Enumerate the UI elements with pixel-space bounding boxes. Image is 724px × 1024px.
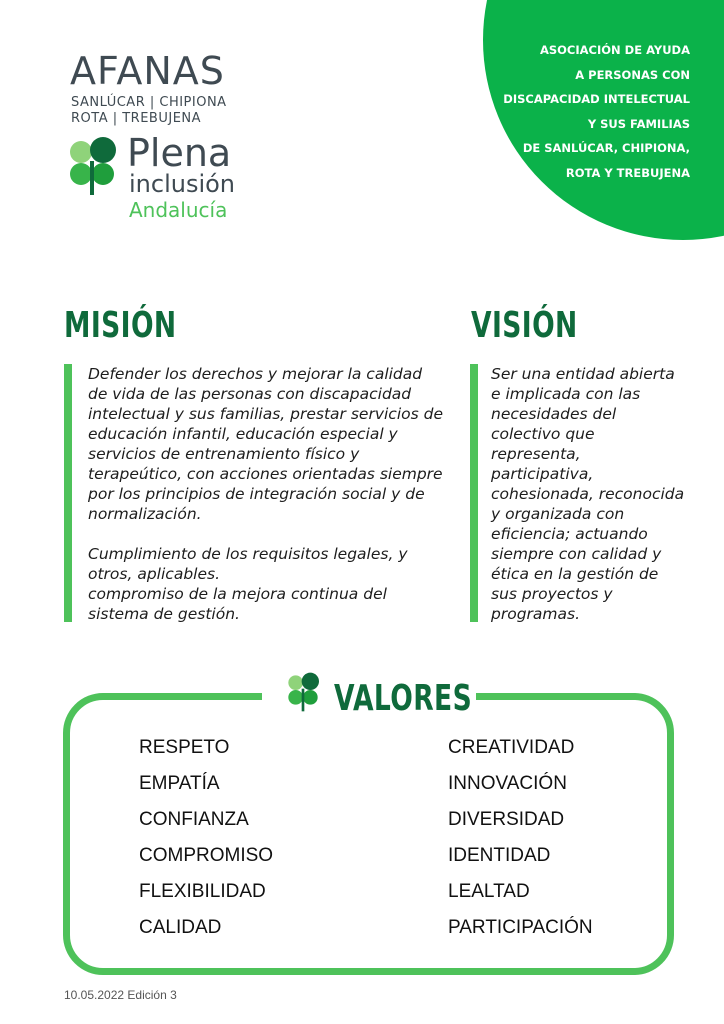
association-line: Y SUS FAMILIAS <box>587 116 690 131</box>
valor-item: PARTICIPACIÓN <box>448 917 593 938</box>
vision-line: eficiencia; actuando <box>491 525 648 543</box>
afanas-logo-title: AFANAS <box>70 49 225 93</box>
association-line: DISCAPACIDAD INTELECTUAL <box>503 92 690 106</box>
valor-item: LEALTAD <box>448 881 530 902</box>
mision-line: servicios de entrenamiento físico y <box>88 445 360 463</box>
association-line: DE SANLÚCAR, CHIPIONA, <box>522 141 690 155</box>
vision-line: programas. <box>491 605 581 623</box>
mision-line: de vida de las personas con discapacidad <box>88 385 412 403</box>
vision-text <box>491 364 684 624</box>
vision-line: y organizada con <box>491 505 625 523</box>
valores-heading: VALORES <box>334 678 473 719</box>
plena-logo-word: Plena <box>127 131 232 175</box>
afanas-logo-subtitle-line1: SANLÚCAR | CHIPIONA <box>71 95 227 110</box>
mision-line: por los principios de integración social y de <box>88 485 425 503</box>
vision-line: e implicada con las <box>491 385 641 403</box>
mision-line: otros, aplicables. <box>88 565 220 583</box>
mision-line: intelectual y sus familias, prestar servicios de <box>88 405 443 423</box>
valor-item: COMPROMISO <box>139 845 274 866</box>
valor-item: DIVERSIDAD <box>448 809 565 830</box>
vision-line: ética en la gestión de <box>491 565 659 583</box>
association-line: ASOCIACIÓN DE AYUDA <box>539 43 690 57</box>
valor-item: CREATIVIDAD <box>448 737 575 758</box>
inclusion-logo-word: inclusión <box>129 170 236 198</box>
andalucia-logo-word: Andalucía <box>129 198 228 222</box>
vision-line: necesidades del <box>491 405 617 423</box>
valor-item: CONFIANZA <box>139 809 249 830</box>
mision-line: terapeútico, con acciones orientadas siempre <box>88 465 443 483</box>
mision-text <box>88 364 443 624</box>
association-description <box>430 38 690 185</box>
mision-line: educación infantil, educación especial y <box>88 425 398 443</box>
mision-line: compromiso de la mejora continua del <box>88 585 387 603</box>
mision-line: normalización. <box>88 505 202 523</box>
afanas-logo-subtitle-line2: ROTA | TREBUJENA <box>71 111 202 126</box>
association-line: ROTA Y TREBUJENA <box>565 165 690 180</box>
footer-edition: 10.05.2022 Edición 3 <box>64 988 177 1002</box>
vision-line: representa, <box>491 445 581 463</box>
valor-item: INNOVACIÓN <box>448 773 567 794</box>
mision-line: Defender los derechos y mejorar la calidad <box>88 365 423 383</box>
vision-line: colectivo que <box>491 425 595 443</box>
mision-line: Cumplimiento de los requisitos legales, y <box>88 545 408 563</box>
vision-line: cohesionada, reconocida <box>491 485 685 503</box>
valor-item: FLEXIBILIDAD <box>139 881 266 902</box>
valor-item: RESPETO <box>139 737 230 758</box>
vision-line: siempre con calidad y <box>491 545 662 563</box>
valor-item: CALIDAD <box>139 917 222 938</box>
mision-accent-bar <box>64 364 72 622</box>
valor-item: IDENTIDAD <box>448 845 551 866</box>
clover-small-icon <box>287 671 323 713</box>
association-line: A PERSONAS CON <box>575 67 690 82</box>
mision-line <box>88 524 443 544</box>
clover-logo-icon <box>68 137 122 195</box>
vision-line: sus proyectos y <box>491 585 613 603</box>
vision-heading: VISIÓN <box>471 305 578 346</box>
mision-heading: MISIÓN <box>64 305 177 346</box>
vision-accent-bar <box>470 364 478 622</box>
mision-line: sistema de gestión. <box>88 605 240 623</box>
vision-line: Ser una entidad abierta <box>491 365 675 383</box>
valor-item: EMPATÍA <box>139 773 220 794</box>
vision-line: participativa, <box>491 465 594 483</box>
